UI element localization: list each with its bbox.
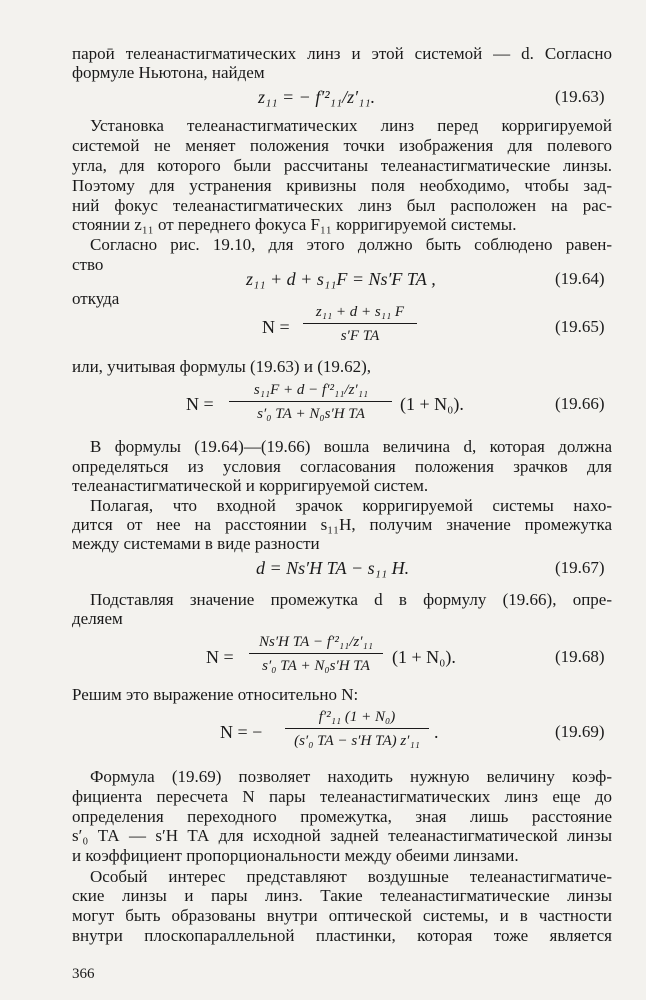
fraction-bar (249, 653, 383, 654)
fraction-bar (229, 401, 392, 402)
equation-19-66-denominator: s′₀ ТА + N₀s′H ТА (257, 406, 365, 422)
equation-19-65-denominator: s′F ТА (340, 328, 380, 344)
text-line: пароӣ телеанастигматических линз и этой системой — d. Согласно (72, 44, 612, 63)
equation-19-65-numerator: z₁₁ + d + s₁₁ F (315, 304, 405, 320)
fraction-bar (303, 323, 417, 324)
text-line: могут быть образованы внутри оптической системы, и в частности (72, 906, 612, 925)
equation-19-65-lhs: N = (262, 317, 290, 337)
equation-number: (19.68) (555, 647, 605, 666)
equation-19-66-numerator: s₁₁F + d − f′²₁₁/z′₁₁ (253, 382, 369, 398)
text-line: Полагая, что входной зрачок корригируемой системы нахо- (90, 496, 612, 515)
equation-number: (19.63) (555, 87, 605, 106)
equation-19-66-lhs: N = (186, 394, 214, 414)
text-line: стоянии z₁₁ от переднего фокуса F₁₁ корригируемой системы. (72, 215, 517, 234)
text-line: Установка телеанастигматических линз перед корригируемой (90, 116, 612, 135)
text-line: ские линзы и пары линз. Такие телеанастигматические линзы (72, 886, 612, 905)
text-line: дится от нее на расстоянии s₁₁H, получим значение промежутка (72, 515, 612, 534)
text-line: откуда (72, 289, 120, 308)
text-line: деляем (72, 609, 123, 628)
page-number: 366 (72, 966, 95, 982)
text-line: ство (72, 255, 104, 274)
text-line: определения переходного промежутка, зная лишь расстояние (72, 807, 612, 826)
text-line: определяться из условия согласования положения зрачков для (72, 457, 612, 476)
text-line: внутри плоскопараллельной пластинки, которая тоже является (72, 926, 612, 945)
text-line: ний фокус телеанастигматических линз был расположен на рас- (72, 196, 612, 215)
text-line: В формулы (19.64)—(19.66) вошла величина d, которая должна (90, 437, 612, 456)
equation-19-68-numerator: Ns′H ТА − f′²₁₁/z′₁₁ (259, 634, 373, 650)
text-line: фициента пересчета N пары телеанастигматических линз еще до (72, 787, 612, 806)
equation-19-64: z₁₁ + d + s₁₁F = Ns′F ТА , (246, 269, 436, 289)
equation-19-67: d = Ns′H ТА − s₁₁ H. (256, 558, 410, 578)
equation-19-66-tail: (1 + N₀). (400, 394, 464, 414)
equation-19-68-denominator: s′₀ ТА + N₀s′H ТА (262, 658, 370, 674)
text-line: s′₀ ТА — s′H ТА для исходной задней телеанастигматической линзы (72, 826, 612, 845)
equation-19-63: z₁₁ = − f′²₁₁/z′₁₁. (258, 87, 376, 107)
text-line: между системами в виде разности (72, 534, 320, 553)
equation-19-68-lhs: N = (206, 647, 234, 667)
text-line: Особый интерес представляют воздушные телеанастигматиче- (90, 867, 612, 886)
text-line: Подставляя значение промежутка d в формулу (19.66), опре- (90, 590, 612, 609)
equation-19-69-denominator: (s′₀ ТА − s′H ТА) z′₁₁ (294, 733, 420, 749)
equation-19-69-numerator: f′²₁₁ (1 + N₀) (318, 709, 396, 725)
text-line: формуле Ньютона, найдем (72, 63, 265, 82)
equation-number: (19.67) (555, 558, 605, 577)
text-line: и коэффициент пропорциональности между обеими линзами. (72, 846, 519, 865)
text-line: или, учитывая формулы (19.63) и (19.62), (72, 357, 372, 376)
equation-number: (19.65) (555, 317, 605, 336)
fraction-bar (285, 728, 429, 729)
text-line: Решим это выражение относительно N: (72, 685, 359, 704)
equation-19-68-tail: (1 + N₀). (392, 647, 456, 667)
equation-19-69-lhs: N = − (220, 722, 263, 742)
text-line: Формула (19.69) позволяет находить нужную величину коэф- (90, 767, 612, 786)
equation-number: (19.64) (555, 269, 605, 288)
text-line: телеанастигматической и корригируемой систем. (72, 476, 429, 495)
equation-19-69-tail: . (434, 722, 439, 742)
text-line: Поэтому для устранения кривизны поля необходимо, чтобы зад- (72, 176, 612, 195)
text-line: угла, для которого были рассчитаны телеанастигматические линзы. (72, 156, 612, 175)
text-line: Согласно рис. 19.10, для этого должно быть соблюдено равен- (90, 235, 612, 254)
text-line: системой не меняет положения точки изображения для полевого (72, 136, 612, 155)
equation-number: (19.66) (555, 394, 605, 413)
equation-number: (19.69) (555, 722, 605, 741)
